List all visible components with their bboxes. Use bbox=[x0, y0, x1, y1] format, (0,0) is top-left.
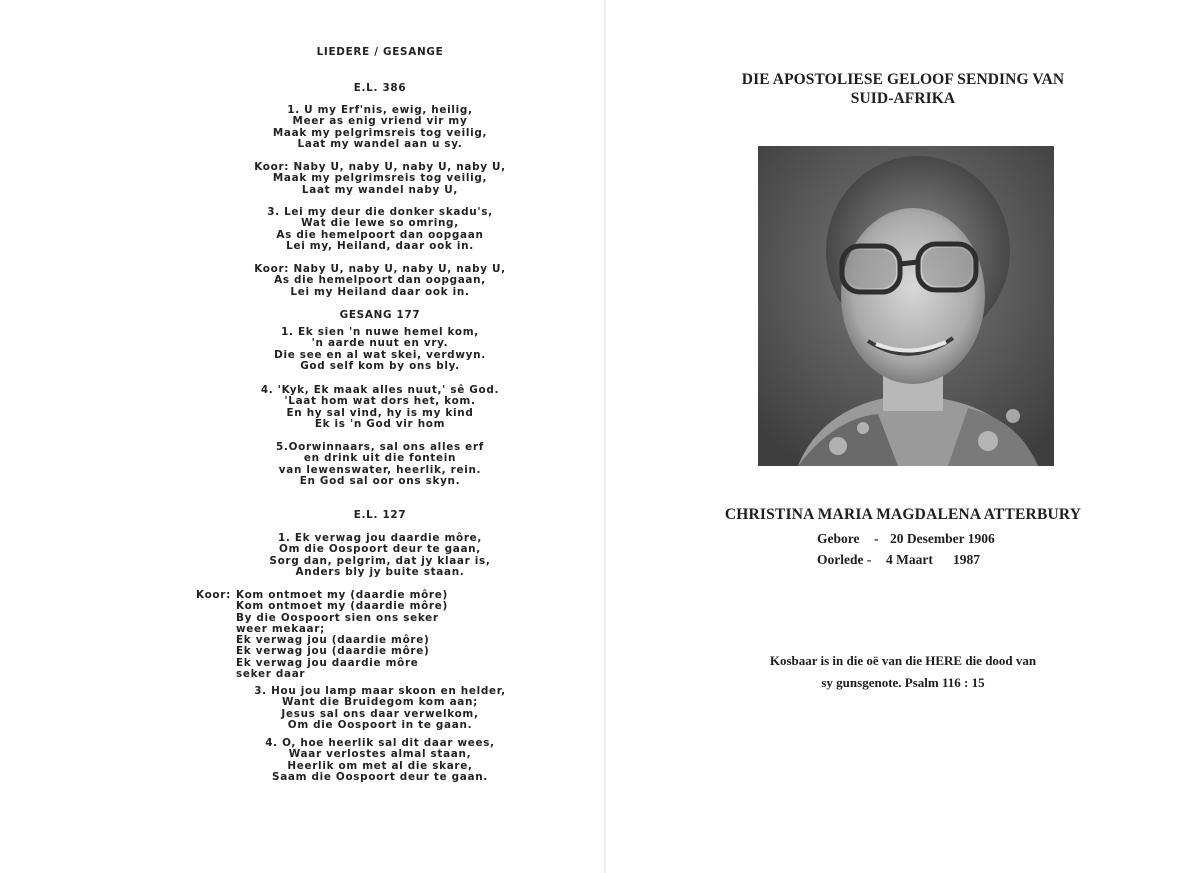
died-year: 1987 bbox=[953, 552, 980, 567]
el127-verse-3: 3. Hou jou lamp maar skoon en helder, Want die Bruidegom kom aan; Jesus sal ons daar verwelkom, Om die Oospoort in te gaan. bbox=[254, 685, 506, 731]
born-separator: - bbox=[874, 531, 879, 546]
hymns-heading: LIEDERE / GESANGE bbox=[316, 46, 444, 58]
el386-chorus-2: Koor: Naby U, naby U, naby U, naby U, As die hemelpoort dan oopgaan, Lei my Heiland daar ook in. bbox=[254, 263, 506, 298]
deceased-name: CHRISTINA MARIA MAGDALENA ATTERBURY bbox=[724, 506, 1082, 523]
el386-chorus-1: Koor: Naby U, naby U, naby U, naby U, Maak my pelgrimsreis tog veilig, Laat my wandel naby U, bbox=[254, 161, 506, 196]
gesang177-verse-4: 4. 'Kyk, Ek maak alles nuut,' sê God. 'Laat hom wat dors het, kom. En hy sal vind, hy is my kind Ek is 'n God vir hom bbox=[260, 384, 500, 430]
born-label: Gebore bbox=[817, 531, 860, 546]
gesang177-verse-5: 5.Oorwinnaars, sal ons alles erf en drink uit die fontein van lewenswater, heerlik, rein. En God sal oor ons skyn. bbox=[276, 441, 484, 487]
el127-chorus: Kom ontmoet my (daardie môre) Kom ontmoet my (daardie môre) By die Oospoort sien ons seker weer mekaar; Ek verwag jou (daardie môre) Ek verwag jou (daardie môre) Ek verwag jou daardie môre seker daar bbox=[236, 589, 448, 681]
portrait-photo bbox=[758, 146, 1054, 466]
died-day: 4 Maart bbox=[886, 552, 933, 567]
church-name: DIE APOSTOLIESE GELOOF SENDING VAN SUID-AFRIKA bbox=[741, 71, 1065, 107]
hymn-title-el127: E.L. 127 bbox=[353, 509, 407, 521]
el127-verse-1: 1. Ek verwag jou daardie môre, Om die Oospoort deur te gaan, Sorg dan, pelgrim, dat jy klaar is, Anders bly jy buite staan. bbox=[269, 532, 491, 578]
gesang177-verse-1: 1. Ek sien 'n nuwe hemel kom, 'n aarde nuut en vry. Die see en al wat skei, verdwyn. God self kom by ons bly. bbox=[274, 326, 486, 372]
portrait-image bbox=[758, 146, 1054, 466]
el386-verse-3: 3. Lei my deur die donker skadu's, Wat die lewe so omring, As die hemelpoort dan oopgaan Lei my, Heiland, daar ook in. bbox=[267, 206, 493, 252]
hymn-title-gesang177: GESANG 177 bbox=[339, 309, 421, 321]
el127-chorus-label: Koor: bbox=[196, 589, 231, 601]
el127-verse-4: 4. O, hoe heerlik sal dit daar wees, Waar verlostes almal staan, Heerlik om met al die skare, Saam die Oospoort deur te gaan. bbox=[265, 737, 495, 783]
born-date: 20 Desember 1906 bbox=[890, 531, 995, 546]
scripture-verse: Kosbaar is in die oë van die HERE die dood van sy gunsgenote. Psalm 116 : 15 bbox=[769, 653, 1037, 690]
hymn-title-el386: E.L. 386 bbox=[353, 82, 407, 94]
died-label: Oorlede - bbox=[817, 552, 872, 567]
el386-verse-1: 1. U my Erf'nis, ewig, heilig, Meer as enig vriend vir my Maak my pelgrimsreis tog veilig, Laat my wandel aan u sy. bbox=[272, 104, 488, 150]
page-fold bbox=[604, 0, 606, 873]
